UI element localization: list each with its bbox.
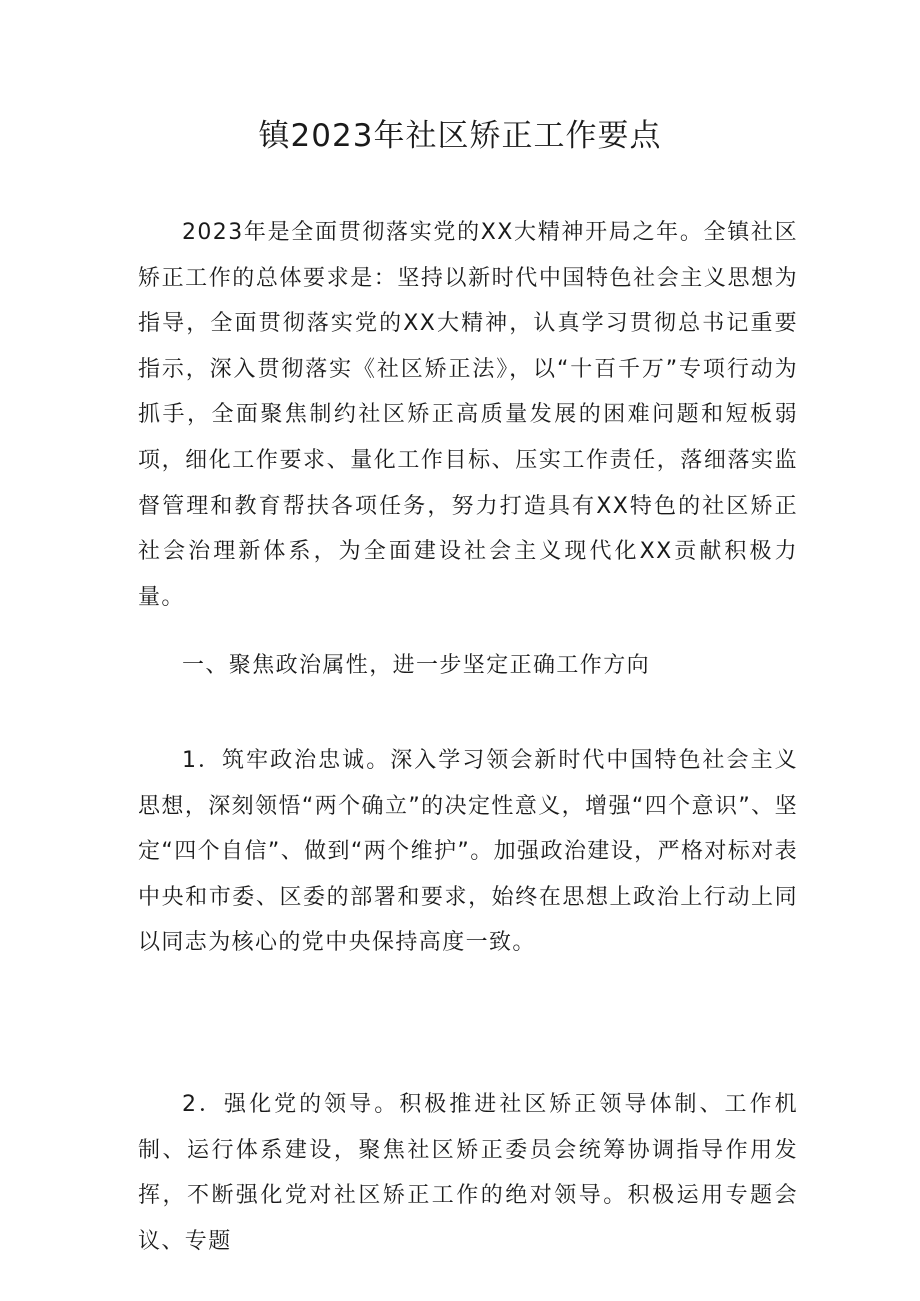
item-paragraph-1: 1．筑牢政治忠诚。深入学习领会新时代中国特色社会主义思想，深刻领悟“两个确立”的决定性意义，增强“四个意识”、坚定“四个自信”、做到“两个维护”。加强政治建设，严格对标对表中央和市委、区委的部署和要求，始终在思想上政治上行动上同以同志为核心的党中央保持高度一致。 xyxy=(138,748,798,956)
item-paragraph-2: 2．强化党的领导。积极推进社区矫正领导体制、工作机制、运行体系建设，聚焦社区矫正委员会统筹协调指导作用发挥，不断强化党对社区矫正工作的绝对领导。积极运用专题会议、专题 xyxy=(138,1092,798,1254)
intro-paragraph: 2023年是全面贯彻落实党的XX大精神开局之年。全镇社区矫正工作的总体要求是：坚持以新时代中国特色社会主义思想为指导，全面贯彻落实党的XX大精神，认真学习贯彻总书记重要指示，深入贯彻落实《社区矫正法》，以“十百千万”专项行动为抓手，全面聚焦制约社区矫正高质量发展的困难问题和短板弱项，细化工作要求、量化工作目标、压实工作责任，落细落实监督管理和教育帮扶各项任务，努力打造具有XX特色的社区矫正社会治理新体系，为全面建设社会主义现代化XX贡献积极力量。 xyxy=(138,220,798,610)
document-title: 镇2023年社区矫正工作要点 xyxy=(258,118,662,154)
section-heading-1: 一、聚焦政治属性，进一步坚定正确工作方向 xyxy=(182,653,651,678)
